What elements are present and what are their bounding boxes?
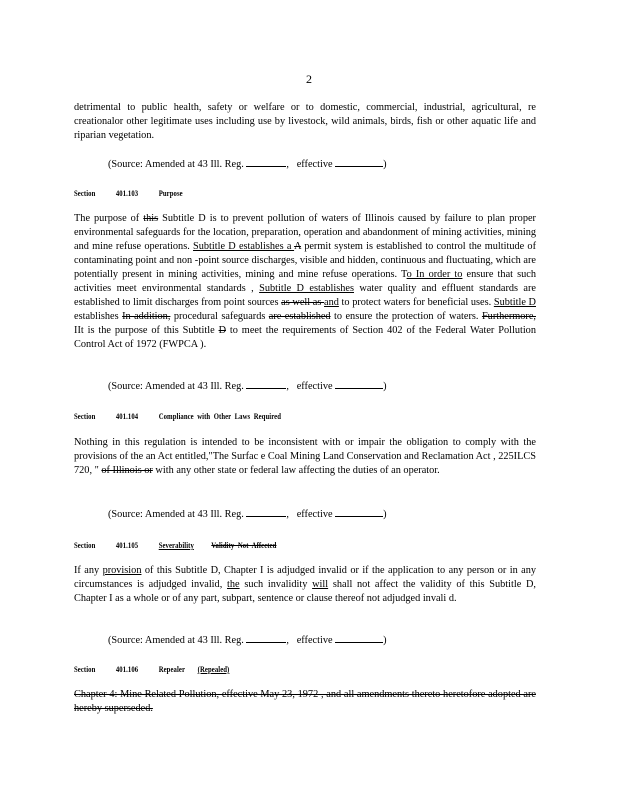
section-title-deleted: Validity Not Affected	[211, 540, 277, 550]
source-line	[108, 633, 387, 646]
text-run: to protect waters for beneficial uses.	[338, 297, 494, 308]
section-label: Section	[74, 540, 96, 550]
deleted-text: D	[218, 325, 226, 336]
source-sep: ,	[286, 635, 289, 646]
text-run: The purpose of	[74, 213, 144, 224]
section-title-repealed: (Repealed)	[197, 664, 230, 674]
text-run: permit system is established to control the multitude of contaminating point and non -point source discharges, visible and hidden, continuous and fluctuating, which are potentially present in mining activities, mining and mine refuse operations. T	[74, 241, 536, 280]
deleted-text: are established	[268, 311, 331, 322]
source-blank-1	[246, 379, 286, 389]
source-line	[108, 157, 387, 170]
page-number: 2	[306, 72, 312, 86]
section-paragraph	[74, 212, 536, 352]
section-number: 401.106	[115, 664, 139, 674]
text-run: to ensure the protection of waters.	[330, 311, 482, 322]
section-number: 401.105	[115, 540, 139, 550]
inserted-text: and	[324, 297, 339, 308]
deleted-text: of Illinois or	[101, 465, 153, 476]
source-blank-2	[335, 157, 383, 167]
source-close: )	[383, 509, 387, 520]
text-run: Act entitled,"The Surfac e Coal Mining Land Conservation and Reclamation Act , 225ILCS 720, "	[74, 451, 536, 476]
source-blank-1	[246, 157, 286, 167]
inserted-text: Subtitle D establishes a	[193, 241, 295, 252]
text-run: establishes	[74, 311, 123, 322]
section-label: Section	[74, 411, 96, 421]
section-paragraph	[74, 564, 536, 606]
text-run: of this Subtitle D, Chapter I is adjudged invalid or if the application to any person or in any circumstances is adjudged invalid,	[74, 565, 537, 590]
inserted-text: the	[227, 579, 240, 590]
section-heading	[74, 188, 183, 198]
section-title: Purpose	[158, 188, 183, 198]
deleted-text: A	[294, 241, 301, 252]
text-run: It is the purpose of this Subtitle	[77, 325, 219, 336]
deleted-text: Furthermore,	[481, 311, 536, 322]
source-prefix: (Source: Amended at 43 Ill. Reg.	[108, 635, 244, 646]
section-paragraph	[74, 688, 536, 716]
section-heading	[74, 540, 276, 550]
section-title: Severability	[158, 540, 194, 550]
text-run: Subtitle D is to prevent pollution of waters of Illinois caused by failure to plan proper environmental safeguards for the location, preparation, operation and abandonment of mining activities, mining and mine refuse operations.	[74, 213, 536, 252]
source-close: )	[383, 635, 387, 646]
source-sep: ,	[286, 159, 289, 170]
inserted-text: o In order to	[406, 269, 463, 280]
text-run: the an	[130, 451, 156, 462]
section-heading	[74, 664, 253, 674]
text-run: shall not affect the validity of this Subtitle D, Chapter I as a whole or of any part, subpart, sentence or clause thereof not adjudged invali d.	[74, 579, 537, 604]
deleted-text: In addition,	[122, 311, 171, 322]
text-run: Nothing in this regulation is intended to be inconsistent with or impair the obligation to comply with the provisions of	[74, 437, 536, 462]
inserted-text: provision	[102, 565, 142, 576]
section-label: Section	[74, 664, 96, 674]
source-line	[108, 507, 387, 520]
text-run: ensure that such activities meet environmental standards ,	[74, 269, 536, 294]
text-run: I	[74, 325, 78, 336]
text-run: water quality and effluent standards are established to limit discharges from point sources	[74, 283, 536, 308]
source-sep: ,	[286, 509, 289, 520]
intro-paragraph	[74, 101, 536, 143]
source-line	[108, 379, 387, 392]
section-heading	[74, 411, 281, 421]
source-effective: effective	[296, 159, 333, 170]
deleted-text: this	[143, 213, 159, 224]
text-run: with any other state or federal law affecting the duties of an operator.	[152, 465, 440, 476]
source-close: )	[383, 381, 387, 392]
source-prefix: (Source: Amended at 43 Ill. Reg.	[108, 159, 244, 170]
section-label: Section	[74, 188, 96, 198]
text-run: such invalidity	[239, 579, 313, 590]
text-run: If any	[74, 565, 103, 576]
source-blank-2	[335, 379, 383, 389]
source-close: )	[383, 159, 387, 170]
section-title: Repealer	[158, 664, 186, 674]
source-effective: effective	[296, 635, 333, 646]
inserted-text: Subtitle D	[493, 297, 536, 308]
inserted-text: will	[312, 579, 329, 590]
text-run: to meet the requirements of Section 402 of the Federal Water Pollution Control Act of 1972 (FWPCA ).	[74, 325, 536, 350]
deleted-text: Chapter 4: Mine Related Pollution, effective May 23, 1972 , and all amendments thereto heretofore adopted are hereby superseded.	[74, 689, 536, 714]
source-blank-1	[246, 507, 286, 517]
section-title: Compliance with Other Laws Required	[158, 411, 282, 421]
section-number: 401.104	[115, 411, 139, 421]
source-blank-2	[335, 633, 383, 643]
section-paragraph	[74, 436, 536, 478]
section-number: 401.103	[115, 188, 139, 198]
source-prefix: (Source: Amended at 43 Ill. Reg.	[108, 381, 244, 392]
source-prefix: (Source: Amended at 43 Ill. Reg.	[108, 509, 244, 520]
inserted-text: Subtitle D establishes	[259, 283, 354, 294]
source-effective: effective	[296, 381, 333, 392]
text-run: procedural safeguards	[170, 311, 269, 322]
deleted-text: as well as	[281, 297, 325, 308]
source-blank-2	[335, 507, 383, 517]
source-blank-1	[246, 633, 286, 643]
source-sep: ,	[286, 381, 289, 392]
source-effective: effective	[296, 509, 333, 520]
text-run: detrimental to public health, safety or welfare or to domestic, commercial, industrial, agricultural, re creationalor other legitimate uses including use by livestock, wild animals, birds, fish or other aquatic life and riparian vegetation.	[74, 102, 536, 141]
